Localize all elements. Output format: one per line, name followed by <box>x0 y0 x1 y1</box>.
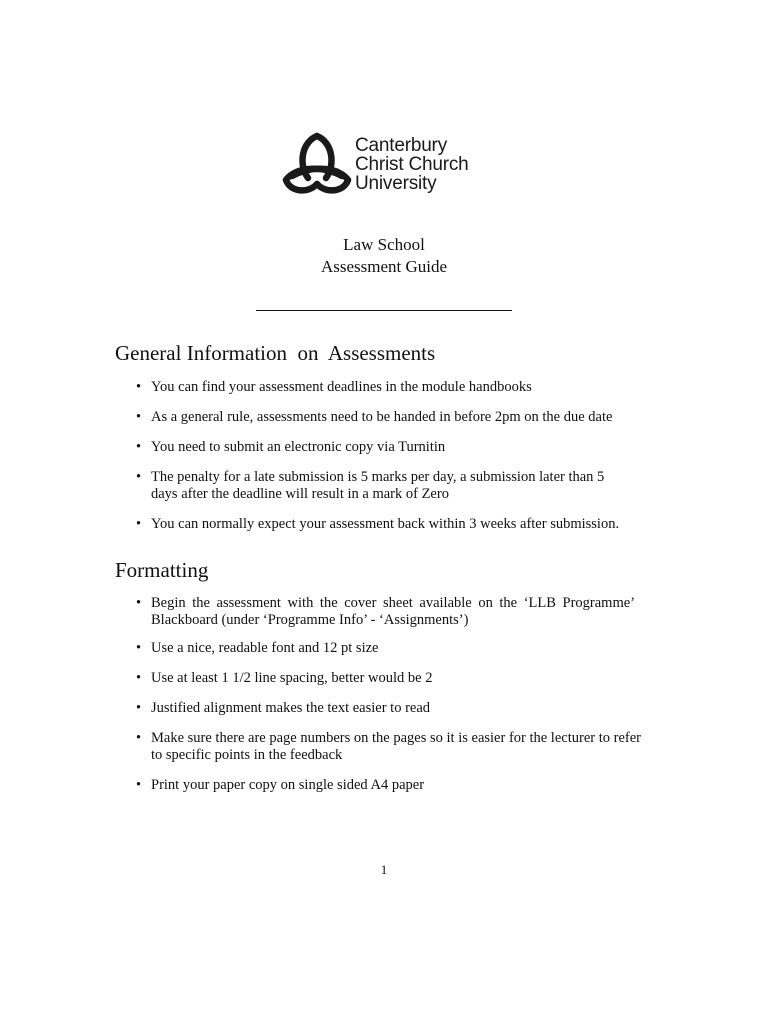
section-heading-formatting: Formatting <box>115 558 209 582</box>
triquetra-logo-icon <box>280 128 354 198</box>
bullet: • <box>136 469 142 485</box>
list-item: • You can normally expect your assessment back within 3 weeks after submission. <box>136 516 620 532</box>
title-divider <box>256 310 512 311</box>
document-title-block <box>0 234 768 278</box>
list-item: • Make sure there are page numbers on the pages so it is easier for the lecturer to refer to specific points in the feedback <box>136 730 641 763</box>
bullet: • <box>136 379 142 395</box>
bullet: • <box>136 439 142 455</box>
logo-line-1: Canterbury <box>355 135 447 156</box>
guide-title: Assessment Guide <box>320 257 448 276</box>
bullet: • <box>136 700 142 716</box>
list-item: • You need to submit an electronic copy via Turnitin <box>136 439 446 455</box>
page-number: 1 <box>380 862 388 877</box>
bullet: • <box>136 670 142 686</box>
bullet: • <box>136 516 142 532</box>
list-item: • Print your paper copy on single sided A4 paper <box>136 777 425 793</box>
list-item: • Use at least 1 1/2 line spacing, better would be 2 <box>136 670 433 686</box>
list-item: • Use a nice, readable font and 12 pt size <box>136 640 379 656</box>
bullet: • <box>136 730 142 746</box>
list-item: • Begin the assessment with the cover sheet available on the ‘LLB Programme’ Blackboard (under ‘Programme Info’ - ‘Assignments’) <box>136 595 635 628</box>
bullet: • <box>136 595 142 611</box>
bullet: • <box>136 409 142 425</box>
university-logo <box>272 120 500 208</box>
list-item: • You can find your assessment deadlines in the module handbooks <box>136 379 532 395</box>
list-item: • Justified alignment makes the text easier to read <box>136 700 431 716</box>
logo-wordmark <box>355 136 469 193</box>
bullet: • <box>136 640 142 656</box>
bullet: • <box>136 777 142 793</box>
logo-line-3: University <box>355 173 437 194</box>
list-item: • As a general rule, assessments need to be handed in before 2pm on the due date <box>136 409 613 425</box>
logo-line-2: Christ Church <box>355 154 469 175</box>
section-heading-general: General Information on Assessments <box>115 341 436 365</box>
school-name: Law School <box>343 235 425 254</box>
general-info-list <box>136 379 656 533</box>
formatting-list <box>136 595 656 794</box>
list-item: • The penalty for a late submission is 5 marks per day, a submission later than 5 days after the deadline will result in a mark of Zero <box>136 469 605 502</box>
